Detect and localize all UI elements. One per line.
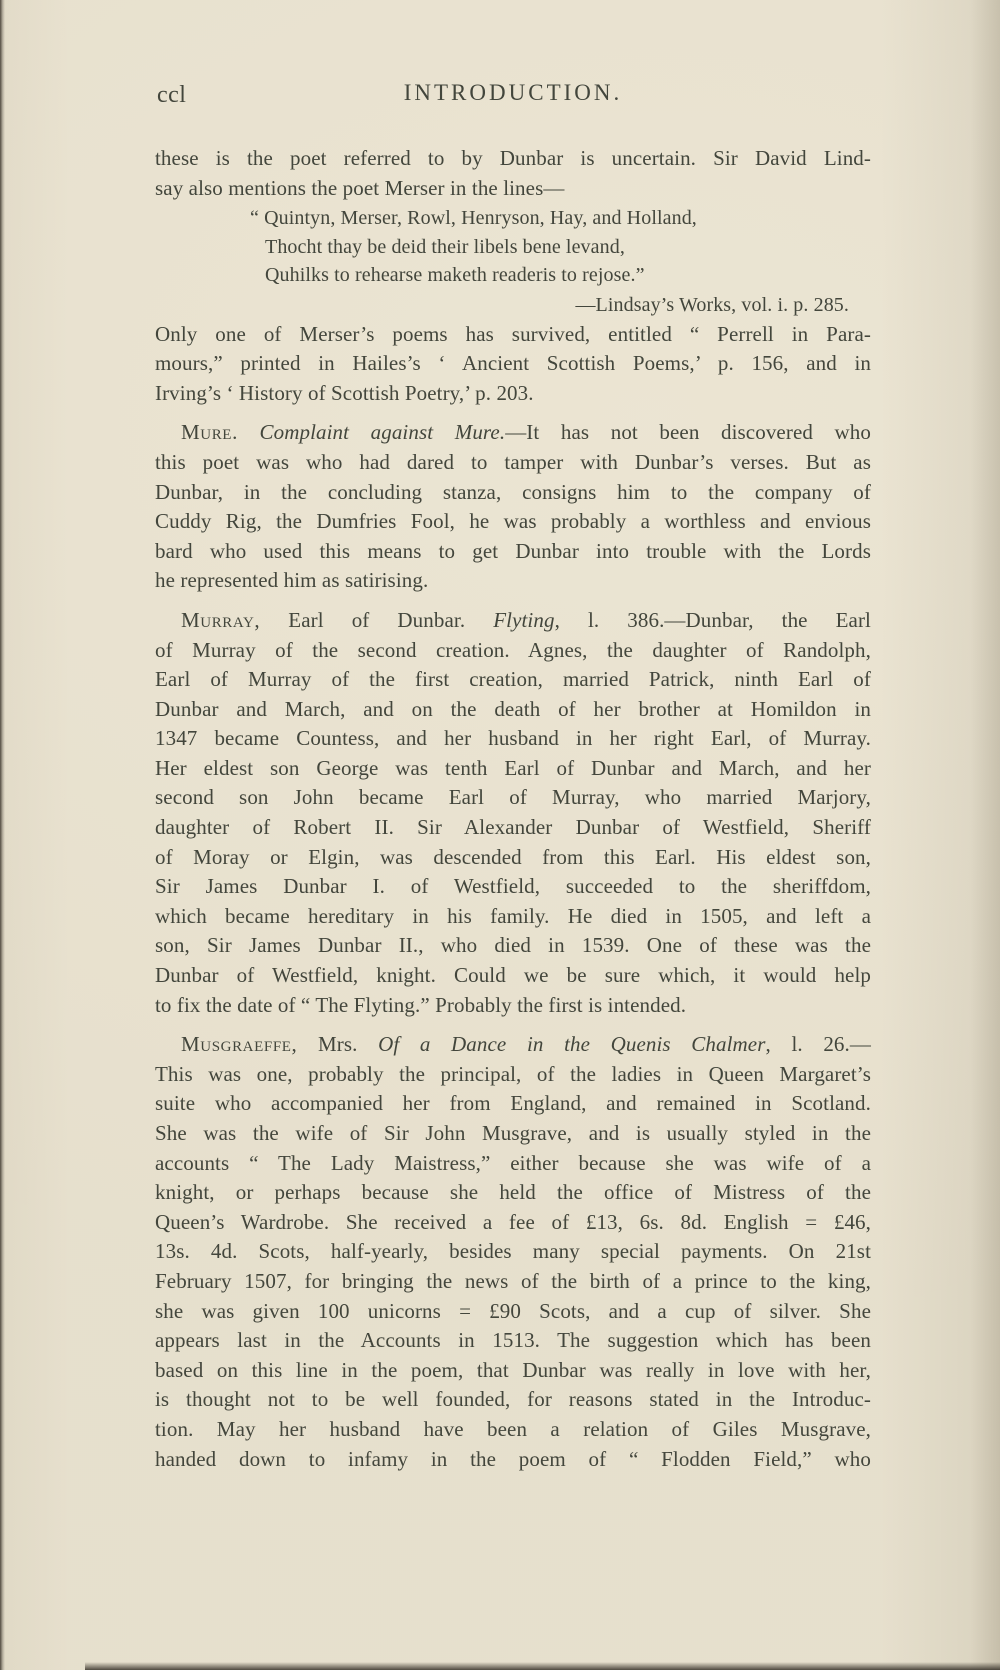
text-run: , l. 386.—Dunbar, the Earl [554, 607, 871, 632]
text-run: he represented him as satirising. [155, 568, 429, 593]
text-run: which became hereditary in his family. He died in 1505, and left a [155, 903, 871, 928]
text-run: this poet was who had dared to tamper with Dunbar’s verses. But as [155, 449, 871, 474]
text-run: “ Quintyn, Merser, Rowl, Henryson, Hay, and Holland, [250, 207, 697, 230]
text-line [155, 991, 871, 1021]
text-line [155, 695, 871, 725]
text-line [155, 754, 871, 784]
text-line [155, 349, 871, 379]
text-run: Dunbar and March, and on the death of her brother at Homildon in [155, 696, 871, 721]
text-run: mours,” printed in Hailes’s ‘ Ancient Scottish Poems,’ p. 156, and in [155, 351, 871, 376]
text-run: Earl of Murray of the first creation, married Patrick, ninth Earl of [155, 667, 871, 692]
text-run: accounts “ The Lady Maistress,” either because she was wife of a [155, 1150, 871, 1175]
text-run: —Lindsay’s Works, vol. i. p. 285. [575, 293, 849, 316]
folio-page-number: ccl [157, 82, 187, 108]
text-line [155, 320, 871, 350]
entry-headword: Murray, [181, 607, 261, 632]
glossary-entry-paragraph [155, 1030, 871, 1474]
paragraph [155, 320, 871, 409]
text-line [155, 1208, 871, 1238]
text-run: suite who accompanied her from England, and remained in Scotland. [155, 1091, 871, 1116]
text-line [155, 418, 871, 448]
text-line [155, 1445, 871, 1475]
text-line [155, 1149, 871, 1179]
text-line [155, 872, 871, 902]
text-run: Only one of Merser’s poems has survived, entitled “ Perrell in Para- [155, 321, 871, 346]
text-line [155, 1356, 871, 1386]
text-line [155, 478, 871, 508]
text-run: Mrs. [297, 1032, 379, 1057]
text-line [155, 379, 871, 409]
entry-headword: Musgraeffe, [181, 1032, 298, 1057]
paragraph [155, 144, 871, 203]
text-run: —It has not been discovered who [505, 420, 871, 445]
page-edge-shadow-bottom [85, 1662, 1000, 1670]
text-line [155, 1178, 871, 1208]
glossary-entry-paragraph [155, 606, 871, 1020]
text-line [155, 931, 871, 961]
text-run [238, 420, 260, 444]
text-line [155, 1297, 871, 1327]
text-line [155, 902, 871, 932]
text-run: of Moray or Elgin, was descended from this Earl. His eldest son, [155, 844, 871, 869]
text-run: , l. 26.— [765, 1032, 871, 1057]
italic-work-title: Of a Dance in the Quenis Chalmer [378, 1032, 766, 1057]
text-line [155, 1326, 871, 1356]
page-header [155, 80, 871, 112]
text-line [155, 1385, 871, 1415]
text-run: these is the poet referred to by Dunbar is uncertain. Sir David Lind- [155, 146, 871, 170]
text-line [155, 566, 871, 596]
text-run: is thought not to be well founded, for reasons stated in the Introduc- [155, 1387, 871, 1412]
italic-work-title: Complaint against Mure. [259, 420, 506, 445]
text-run: based on this line in the poem, that Dunbar was really in love with her, [155, 1357, 871, 1382]
page-edge-shadow-right [970, 0, 1000, 1670]
text-line [155, 783, 871, 813]
text-line [155, 537, 871, 567]
text-line [155, 606, 871, 636]
text-line [155, 233, 871, 262]
quote-attribution [155, 291, 871, 320]
text-run: She was the wife of Sir John Musgrave, and is usually styled in the [155, 1121, 871, 1145]
text-line [155, 448, 871, 478]
text-line [155, 261, 871, 290]
text-body [155, 144, 871, 1474]
text-line [155, 1060, 871, 1090]
text-line [155, 144, 871, 174]
text-run: Irving’s ‘ History of Scottish Poetry,’ p. 203. [155, 380, 534, 405]
text-run: Earl of Dunbar. [260, 607, 494, 632]
text-line [155, 961, 871, 991]
text-run: of Murray of the second creation. Agnes, the daughter of Randolph, [155, 637, 871, 662]
text-line [155, 1267, 871, 1297]
text-run: 13s. 4d. Scots, half-yearly, besides many special payments. On 21st [155, 1239, 871, 1264]
text-run: Cuddy Rig, the Dumfries Fool, he was probably a worthless and envious [155, 509, 871, 534]
text-run: son, Sir James Dunbar II., who died in 1539. One of these was the [155, 933, 871, 958]
text-column [155, 80, 871, 1474]
text-run: second son John became Earl of Murray, who married Marjory, [155, 785, 871, 810]
text-run: Her eldest son George was tenth Earl of Dunbar and March, and her [155, 755, 871, 780]
text-run: February 1507, for bringing the news of the birth of a prince to the king, [155, 1268, 871, 1293]
text-run: Thocht thay be deid their libels bene levand, [265, 235, 625, 258]
text-line [155, 204, 871, 233]
italic-work-title: Flyting [493, 607, 555, 632]
text-run: 1347 became Countess, and her husband in her right Earl, of Murray. [155, 726, 871, 751]
page-edge-shadow-left [0, 0, 5, 1670]
text-line [155, 636, 871, 666]
text-run: tion. May her husband have been a relation of Giles Musgrave, [155, 1416, 871, 1441]
text-run: say also mentions the poet Merser in the lines— [155, 175, 565, 200]
text-line [155, 724, 871, 754]
text-run: Quhilks to rehearse maketh readeris to rejose.” [265, 264, 645, 287]
text-line [155, 1030, 871, 1060]
verse-quote [155, 204, 871, 290]
entry-headword: Mure. [181, 420, 238, 445]
text-run: Dunbar, in the concluding stanza, consigns him to the company of [155, 479, 871, 504]
text-run: handed down to infamy in the poem of “ Flodden Field,” who [155, 1446, 871, 1471]
text-run: Sir James Dunbar I. of Westfield, succeeded to the sheriffdom, [155, 874, 871, 899]
text-line [155, 1089, 871, 1119]
text-run: to fix the date of “ The Flyting.” Probably the first is intended. [155, 992, 687, 1017]
text-run: Queen’s Wardrobe. She received a fee of £13, 6s. 8d. English = £46, [155, 1209, 871, 1234]
text-run: bard who used this means to get Dunbar into trouble with the Lords [155, 538, 871, 563]
text-line [155, 843, 871, 873]
text-line [155, 1237, 871, 1267]
text-line [155, 291, 871, 320]
text-run: appears last in the Accounts in 1513. The suggestion which has been [155, 1328, 871, 1353]
text-line [155, 507, 871, 537]
text-run: Dunbar of Westfield, knight. Could we be sure which, it would help [155, 963, 871, 988]
text-line [155, 1415, 871, 1445]
text-line [155, 1119, 871, 1149]
glossary-entry-paragraph [155, 418, 871, 596]
text-run: daughter of Robert II. Sir Alexander Dunbar of Westfield, Sheriff [155, 815, 871, 840]
running-title: INTRODUCTION. [403, 80, 623, 105]
text-run: knight, or perhaps because she held the office of Mistress of the [155, 1180, 871, 1205]
text-run: she was given 100 unicorns = £90 Scots, and a cup of silver. She [155, 1298, 871, 1323]
text-run: This was one, probably the principal, of the ladies in Queen Margaret’s [155, 1061, 871, 1086]
text-line [155, 813, 871, 843]
text-line [155, 174, 871, 204]
text-line [155, 665, 871, 695]
